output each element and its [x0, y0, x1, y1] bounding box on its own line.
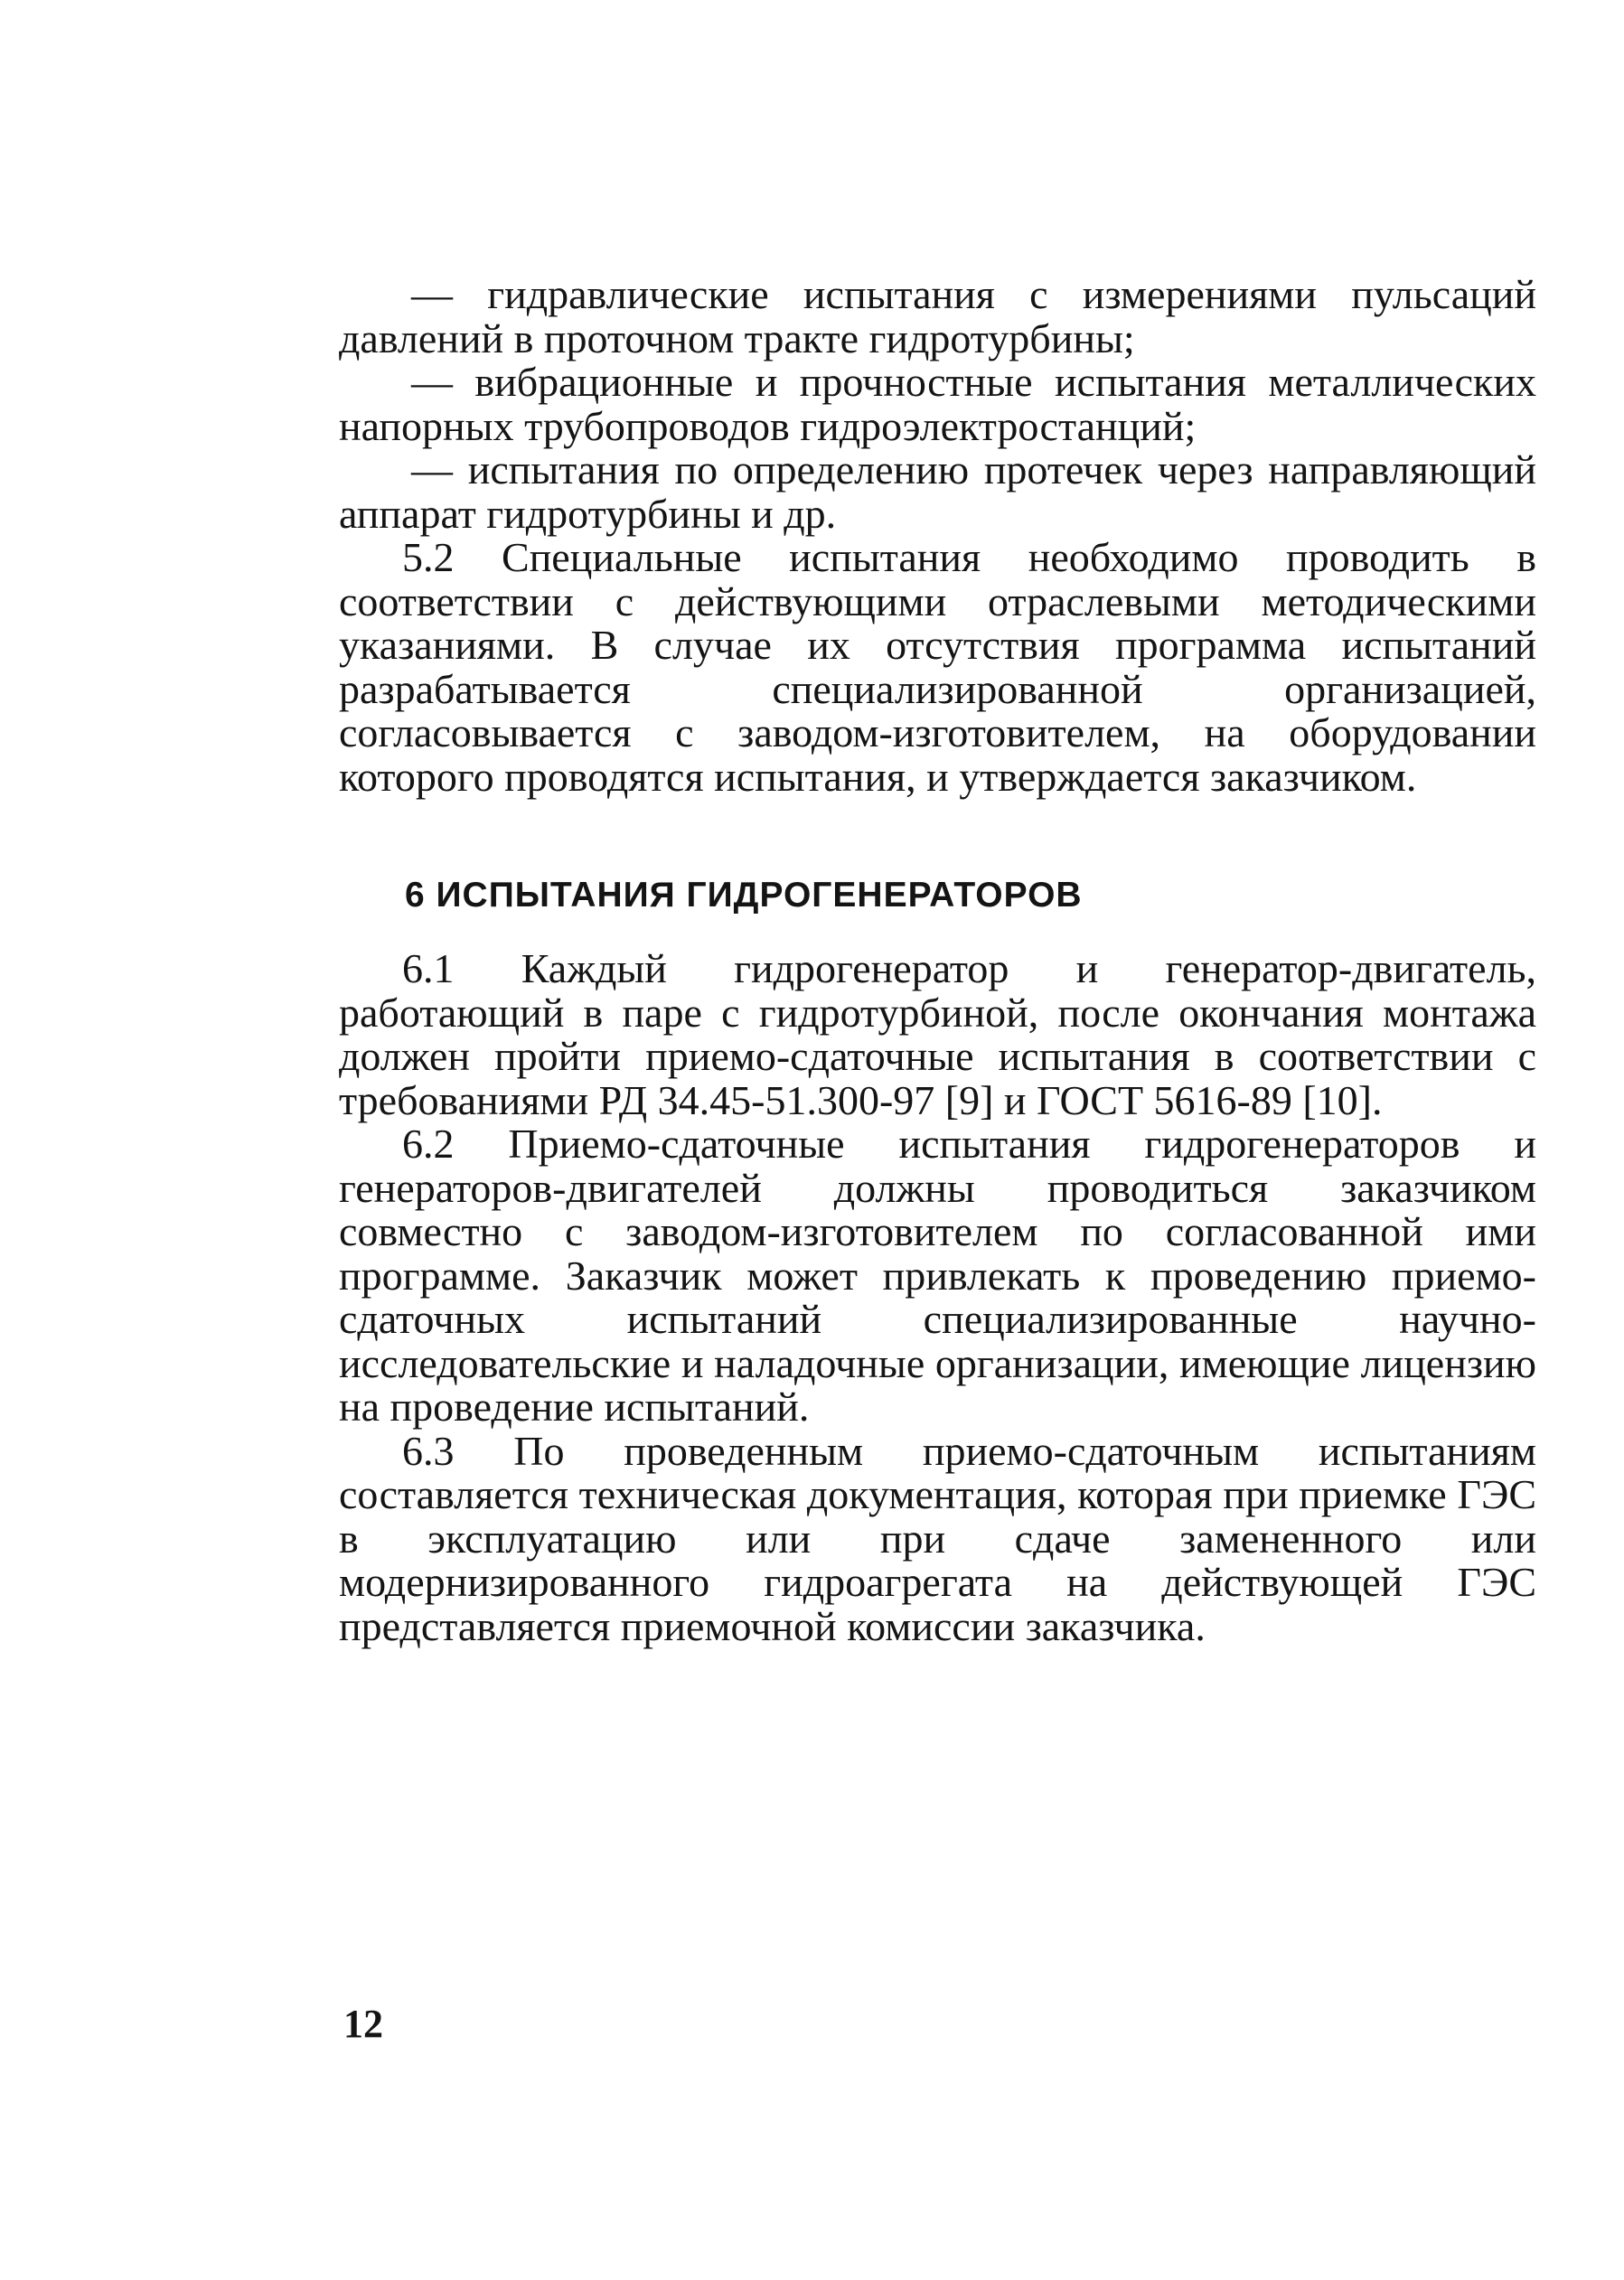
list-item-hydraulic-tests: — гидравлические испытания с измерениями пульсаций давлений в проточном тракте гидротурбины; — [339, 271, 1536, 361]
intro-text-block — [339, 273, 1536, 799]
paragraph-6-1: 6.1 Каждый гидрогенератор и генератор-двигатель, работающий в паре с гидротурбиной, после окончания монтажа должен пройти приемо-сдаточные испытания в соответствии с требованиями РД 34.45-51.300-97 [9] и ГОСТ 5616-89 [10]. — [339, 945, 1536, 1123]
paragraph-6-2: 6.2 Приемо-сдаточные испытания гидрогенераторов и генераторов-двигателей должны проводиться заказчиком совместно с заводом-изготовителем по согласованной ими программе. Заказчик может привлекать к проведению приемо-сдаточных испытаний специализированные научно-исследовательские и наладочные организации, имеющие лицензию на проведение испытаний. — [339, 1121, 1536, 1430]
paragraph-6-3: 6.3 По проведенным приемо-сдаточным испытаниям составляется техническая документация, которая при приемке ГЭС в эксплуатацию или при сдаче замененного или модернизированного гидроагрегата на действующей ГЭС представляется приемочной комиссии заказчика. — [339, 1427, 1536, 1649]
page-number: 12 — [343, 2002, 383, 2046]
paragraph-5-2: 5.2 Специальные испытания необходимо проводить в соответствии с действующими отраслевыми методическими указаниями. В случае их отсутствия программа испытаний разрабатывается специализированной организацией, согласовывается с заводом-изготовителем, на оборудовании которого проводятся испытания, и утверждается заказчиком. — [339, 534, 1536, 800]
list-item-leakage-tests: — испытания по определению протечек через направляющий аппарат гидротурбины и др. — [339, 446, 1536, 537]
section-text-block — [339, 947, 1536, 1648]
section-heading: 6 ИСПЫТАНИЯ ГИДРОГЕНЕРАТОРОВ — [405, 876, 1083, 915]
list-item-vibration-tests: — вибрационные и прочностные испытания металлических напорных трубопроводов гидроэлектростанций; — [339, 359, 1536, 449]
